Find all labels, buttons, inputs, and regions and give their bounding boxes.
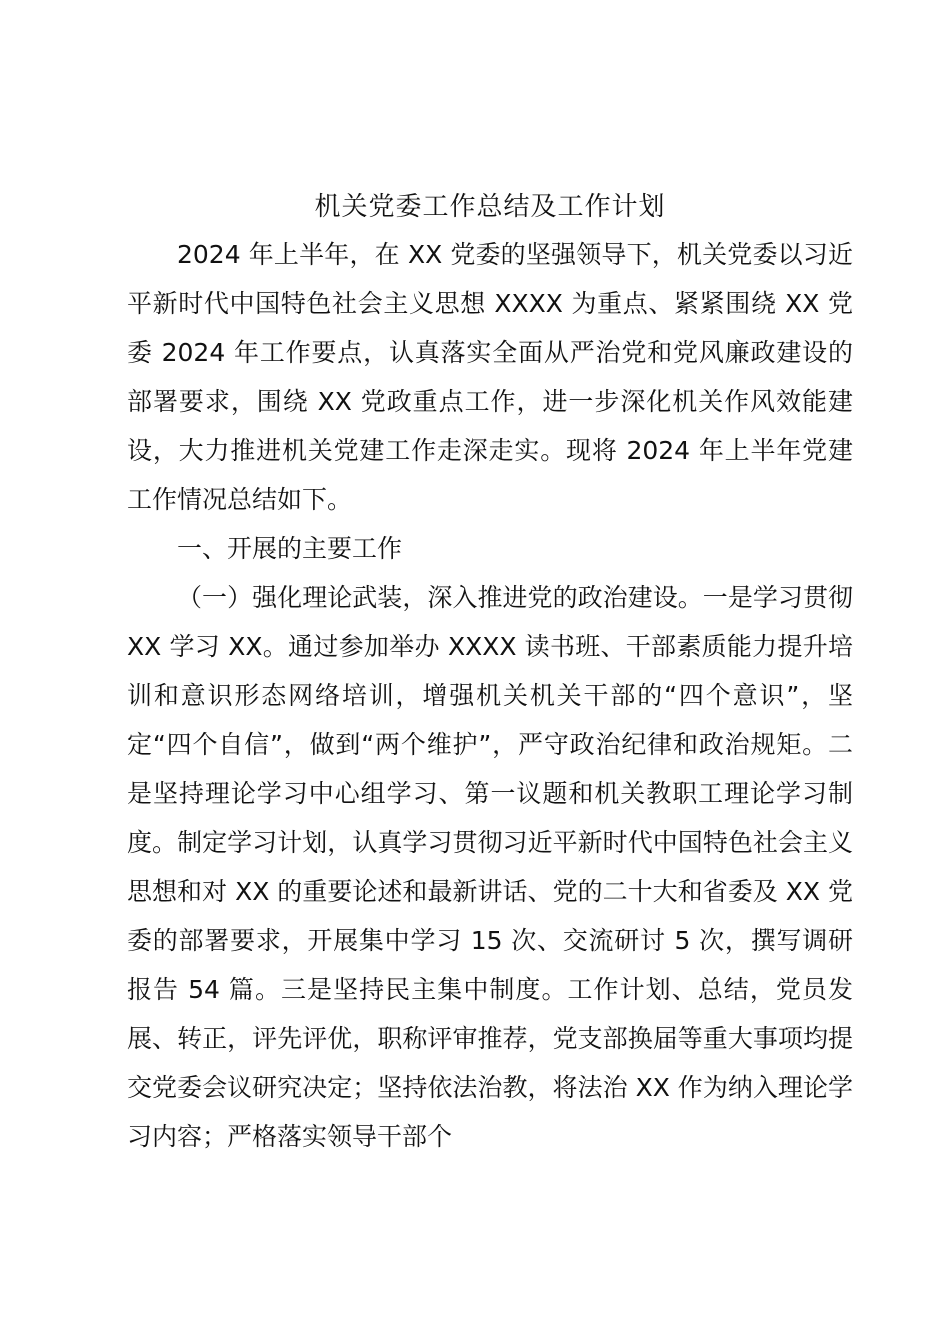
intro-paragraph: 2024 年上半年，在 XX 党委的坚强领导下，机关党委以习近平新时代中国特色社会主义思想 XXXX 为重点、紧紧围绕 XX 党委 2024 年工作要点，认真落实全面从严治党和党风廉政建设的部署要求，围绕 XX 党政重点工作，进一步深化机关作风效能建设，大力推进机关党建工作走深走实。现将 2024 年上半年党建工作情况总结如下。 — [127, 240, 853, 514]
section-paragraph: （一）强化理论武装，深入推进党的政治建设。一是学习贯彻 XX 学习 XX。通过参加举办 XXXX 读书班、干部素质能力提升培训和意识形态网络培训，增强机关机关干部的“四个意识”，坚定“四个自信”，做到“两个维护”，严守政治纪律和政治规矩。二是坚持理论学习中心组学习、第一议题和机关教职工理论学习制度。制定学习计划，认真学习贯彻习近平新时代中国特色社会主义思想和对 XX 的重要论述和最新讲话、党的二十大和省委及 XX 党委的部署要求，开展集中学习 15 次、交流研讨 5 次，撰写调研报告 54 篇。三是坚持民主集中制度。工作计划、总结，党员发展、转正，评先评优，职称评审推荐，党支部换届等重大事项均提交党委会议研究决定；坚持依法治教，将法治 XX 作为纳入理论学习内容；严格落实领导干部个 — [127, 583, 853, 1151]
document-body — [127, 180, 853, 1161]
section-heading: 一、开展的主要工作 — [177, 534, 403, 563]
document-title: 机关党委工作总结及工作计划 — [314, 192, 666, 222]
